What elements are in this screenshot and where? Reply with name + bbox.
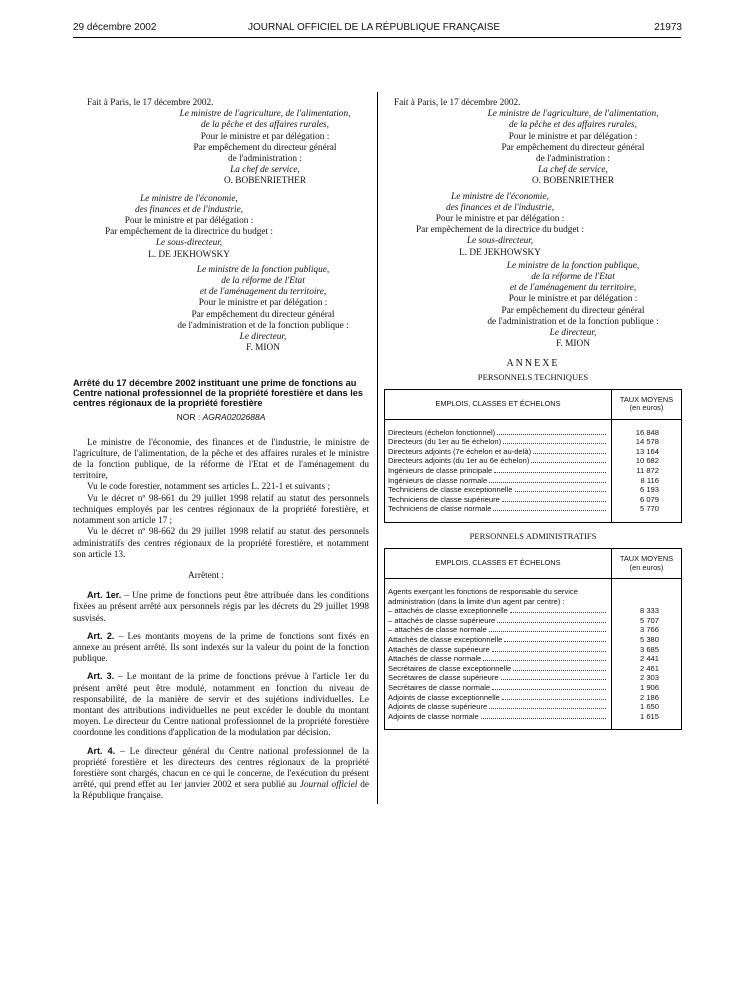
sig-line: Le ministre de la fonction publique,: [196, 264, 330, 275]
article-label: Art. 2.: [87, 630, 115, 641]
sig-line: Pour le ministre et par délégation :: [124, 216, 254, 227]
row-label: Adjoints de classe exceptionnelle: [388, 692, 500, 702]
table-row: [385, 504, 681, 514]
sig-name: L. DE JEKHOWSKY: [148, 249, 230, 260]
table-row: [385, 456, 681, 466]
header-page-number: 21973: [654, 22, 682, 33]
leader-dots: [483, 660, 606, 661]
table-padding-row: [385, 721, 681, 729]
row-label-cell: [385, 654, 612, 664]
sig-line: Le directeur,: [549, 328, 597, 339]
tech-table-body: [385, 419, 681, 522]
row-label-cell: [385, 664, 612, 674]
leader-dots: [497, 434, 606, 435]
signatory-economie: [73, 194, 305, 261]
row-label-cell: [385, 485, 612, 495]
sig-line: Le ministre de l'agriculture, de l'alimentation,: [179, 109, 351, 120]
row-label-cell: [385, 466, 612, 476]
leader-dots: [493, 510, 606, 511]
nor-label: NOR :: [176, 412, 201, 423]
table-row: [385, 428, 681, 438]
sig-line: Par empêchement du directeur général: [193, 142, 337, 153]
leader-dots: [492, 689, 606, 690]
row-label-cell: [385, 625, 612, 635]
row-label-cell: [385, 712, 612, 722]
article-2: [73, 631, 369, 666]
table-row: [385, 606, 681, 616]
sig-name: L. DE JEKHOWSKY: [459, 247, 541, 258]
sig-line: de l'administration :: [228, 154, 302, 165]
admin-section-title: PERSONNELS ADMINISTRATIFS: [469, 531, 597, 542]
sig-line: Par empêchement de la directrice du budget :: [104, 227, 274, 238]
row-label: Attachés de classe normale: [388, 654, 482, 664]
left-signature-block: [73, 98, 369, 354]
row-value: 2 186: [639, 692, 659, 702]
article-text: – Le directeur général du Centre national professionnel de la propriété forestière et les directeurs des centres régionaux de la propriété forestière sont chargés, chacun en ce qui le concerne, de l'exécution du présent arrêté, qui prend effet au 1er janvier 2002 et sera publié au: [73, 746, 369, 791]
article-label: Art. 3.: [87, 671, 115, 682]
signatory-agriculture: [161, 109, 369, 187]
header-rule: [73, 37, 681, 38]
sig-line: Le directeur,: [239, 332, 287, 343]
sig-name: O. BOBENRIETHER: [223, 176, 307, 187]
taux-unit: (en euros): [629, 403, 664, 413]
row-label-cell: [385, 447, 612, 457]
sig-line: Pour le ministre et par délégation :: [508, 294, 638, 305]
journal-officiel-italic: Journal officiel: [299, 780, 358, 791]
row-value: 2 441: [639, 654, 659, 664]
article-3: [73, 671, 369, 739]
row-value: 1 615: [639, 711, 659, 721]
sig-line: des finances et de l'industrie,: [134, 204, 244, 215]
row-value: 14 578: [635, 437, 659, 447]
leader-dots: [481, 718, 606, 719]
signatory-fonction-publique: [157, 265, 369, 355]
sig-line: de la réforme de l'Etat: [221, 276, 305, 287]
row-label-cell: [385, 495, 612, 505]
row-label: Techniciens de classe exceptionnelle: [388, 485, 513, 495]
row-label: Adjoints de classe supérieure: [388, 702, 488, 712]
nor-reference: [73, 412, 369, 423]
signatory-economie: [384, 192, 616, 259]
article-text: – Une prime de fonctions peut être attribuée dans les conditions fixées au présent arrêté aux personnels régis par les décrets du 29 juillet 1998 susvisés.: [73, 591, 369, 624]
tech-header-taux: [612, 390, 682, 419]
row-label-cell: [385, 693, 612, 703]
table-padding-row: [385, 514, 681, 522]
row-value: 10 682: [635, 456, 659, 466]
leader-dots: [502, 501, 606, 502]
annexe-heading: ANNEXE: [506, 358, 560, 370]
table-row: [385, 447, 681, 457]
table-row: [385, 485, 681, 495]
row-label-cell: [385, 635, 612, 645]
sig-line: Le ministre de l'agriculture, de l'alimentation,: [487, 109, 659, 120]
visa-paragraph: Vu le code forestier, notamment ses articles L. 221-1 et suivants ;: [87, 482, 331, 493]
table-row: [385, 616, 681, 626]
sig-line: La chef de service,: [230, 165, 300, 176]
row-value: 6 193: [639, 485, 659, 495]
row-label-cell: [385, 702, 612, 712]
sig-line: Le ministre de l'économie,: [451, 191, 549, 202]
sig-line: Par empêchement de la directrice du budget :: [415, 225, 585, 236]
arrete-title: Arrêté du 17 décembre 2002 instituant une prime de fonctions au Centre national professionnel de la propriété forestière et dans les centres régionaux de la propriété forestière: [73, 378, 363, 409]
sig-line: Pour le ministre et par délégation :: [435, 214, 565, 225]
row-value: 5 770: [639, 504, 659, 514]
leader-dots: [497, 622, 606, 623]
sig-name: F. MION: [556, 339, 590, 350]
article-text-tail: de la République française.: [73, 780, 370, 802]
row-value: 3 685: [639, 644, 659, 654]
row-value: 5 380: [639, 635, 659, 645]
sig-line: de l'administration et de la fonction publique :: [487, 316, 659, 327]
fait-line: Fait à Paris, le 17 décembre 2002.: [394, 98, 521, 108]
row-label: Secrétaires de classe supérieure: [388, 673, 499, 683]
running-header: [0, 22, 748, 36]
sig-line: Le sous-directeur,: [466, 236, 534, 247]
leader-dots: [501, 679, 606, 680]
sig-line: Pour le ministre et par délégation :: [198, 298, 328, 309]
table-row: [385, 466, 681, 476]
sig-line: et de l'aménagement du territoire,: [509, 283, 637, 294]
tech-header-emplois: EMPLOIS, CLASSES ET ÉCHELONS: [385, 390, 612, 419]
sig-name: O. BOBENRIETHER: [531, 176, 615, 187]
row-label: Secrétaires de classe normale: [388, 682, 491, 692]
row-label-cell: [385, 606, 612, 616]
row-label: Directeurs adjoints (du 1er au 6e échelon): [388, 456, 530, 466]
left-column: [73, 98, 369, 803]
row-label: – attachés de classe exceptionnelle: [388, 606, 508, 616]
sig-line: Le ministre de l'économie,: [140, 193, 238, 204]
row-value: 1 906: [639, 682, 659, 692]
preamble-paragraph: Le ministre de l'économie, des finances et de l'industrie, le ministre de l'agriculture, de l'alimentation, de la pêche et des affaires rurales et le ministre de la fonction publique, de la réforme de l'Etat et de l'aménagement du territoire,: [73, 437, 369, 482]
article-label: Art. 4.: [87, 745, 116, 756]
row-label-cell: [385, 456, 612, 466]
signatory-agriculture: [464, 109, 682, 187]
row-value: 8 333: [639, 606, 659, 616]
taux-label: TAUX MOYENS: [619, 394, 674, 404]
sig-line: de l'administration :: [536, 154, 610, 165]
table-row: [385, 437, 681, 447]
header-journal-title: JOURNAL OFFICIEL DE LA RÉPUBLIQUE FRANÇAISE: [247, 22, 501, 33]
row-value: 16 848: [635, 427, 659, 437]
row-label: – attachés de classe normale: [388, 625, 487, 635]
leader-dots: [489, 631, 606, 632]
leader-dots: [515, 491, 606, 492]
row-value: 2 461: [639, 663, 659, 673]
row-label: Directeurs adjoints (7e échelon et au-delà): [388, 446, 532, 456]
leader-dots: [531, 462, 606, 463]
row-label: Adjoints de classe normale: [388, 711, 479, 721]
row-label-cell: [385, 645, 612, 655]
sig-line: des finances et de l'industrie,: [445, 202, 555, 213]
leader-dots: [533, 453, 606, 454]
sig-line: Le sous-directeur,: [155, 238, 223, 249]
taux-unit: (en euros): [629, 562, 664, 572]
row-label: Secrétaires de classe exceptionnelle: [388, 663, 512, 673]
visa-paragraph: Vu le décret nº 98-661 du 29 juillet 1998 relatif au statut des personnels techniques employés par les centres régionaux de la propriété forestière, et notamment son article 17 ;: [73, 493, 369, 527]
leader-dots: [513, 670, 606, 671]
row-label: Ingénieurs de classe normale: [388, 475, 488, 485]
sig-line: et de l'aménagement du territoire,: [199, 287, 327, 298]
sig-line: La chef de service,: [538, 165, 608, 176]
leader-dots: [504, 641, 606, 642]
article-label: Art. 1er.: [87, 590, 122, 601]
leader-dots: [510, 612, 606, 613]
row-label-cell: [385, 673, 612, 683]
row-label: Attachés de classe supérieure: [388, 644, 490, 654]
arretent-line: Arrêtent :: [188, 570, 224, 581]
table-row: [385, 693, 681, 703]
row-label: Techniciens de classe normale: [388, 504, 492, 514]
sig-line: de la pêche et des affaires rurales,: [509, 120, 637, 131]
visa-paragraph: Vu le décret nº 98-662 du 29 juillet 1998 relatif au statut des personnels administratifs des centres régionaux de la propriété forestière, et notamment son article 13.: [73, 527, 369, 560]
row-value: 5 707: [639, 615, 659, 625]
admin-table: [384, 548, 682, 730]
sig-line: Par empêchement du directeur général: [501, 305, 645, 316]
article-4: [73, 746, 369, 803]
table-row: [385, 673, 681, 683]
row-label-cell: [385, 428, 612, 438]
row-value: 8 116: [640, 475, 659, 485]
leader-dots: [489, 708, 606, 709]
row-label-cell: [385, 437, 612, 447]
table-row: [385, 702, 681, 712]
table-row: [385, 625, 681, 635]
table-row: [385, 495, 681, 505]
row-label: Techniciens de classe supérieure: [388, 494, 500, 504]
table-row: [385, 645, 681, 655]
signatory-fonction-publique: [464, 261, 682, 351]
nor-value: AGRA0202688A: [202, 412, 266, 423]
table-row: [385, 664, 681, 674]
sig-line: de la pêche et des affaires rurales,: [201, 120, 329, 131]
row-label-cell: [385, 616, 612, 626]
sig-line: Par empêchement du directeur général: [501, 142, 645, 153]
sig-line: Par empêchement du directeur général: [191, 309, 335, 320]
table-row: [385, 654, 681, 664]
sig-line: Pour le ministre et par délégation :: [200, 131, 330, 142]
sig-line: de la réforme de l'Etat: [531, 272, 615, 283]
table-row: [385, 712, 681, 722]
admin-header-taux: [612, 549, 682, 578]
right-column: [384, 98, 682, 730]
admin-intro: Agents exerçant les fonctions de responsable du service administration (dans la limite d'un agent par centre) :: [385, 587, 612, 606]
header-date: 29 décembre 2002: [73, 22, 157, 33]
table-row: [385, 683, 681, 693]
sig-line: de l'administration et de la fonction publique :: [177, 320, 349, 331]
admin-table-body: [385, 579, 681, 730]
row-label: Attachés de classe exceptionnelle: [388, 635, 503, 645]
row-value: 11 872: [636, 466, 659, 476]
article-1: [73, 590, 369, 625]
row-value: 6 079: [639, 494, 659, 504]
leader-dots: [494, 472, 606, 473]
tech-table: [384, 389, 682, 523]
row-label: Directeurs (du 1er au 5e échelon): [388, 437, 502, 447]
leader-dots: [492, 651, 606, 652]
leader-dots: [489, 482, 606, 483]
row-label-cell: [385, 504, 612, 514]
table-row: [385, 635, 681, 645]
row-label-cell: [385, 476, 612, 486]
right-signature-block: [384, 98, 682, 350]
article-text: – Le montant de la prime de fonctions prévue à l'article 1er du présent arrêté peut être modulé, notamment en fonction du niveau de responsabilité, de la manière de servir et des sujétions individuelles. Le montant des attributions individuelles ne peut excéder le double du montant moyen. Le directeur du Centre national professionnel de la propriété forestière coordonne les conditions d'application de la modulation par décision.: [73, 672, 369, 739]
tech-section-title: PERSONNELS TECHNIQUES: [477, 371, 589, 382]
taux-label: TAUX MOYENS: [619, 554, 674, 564]
row-label-cell: [385, 683, 612, 693]
sig-name: F. MION: [246, 343, 280, 354]
sig-line: Pour le ministre et par délégation :: [508, 131, 638, 142]
table-row: [385, 476, 681, 486]
arrete-body: [73, 438, 369, 803]
row-value: 3 766: [639, 625, 659, 635]
row-value: 2 303: [639, 673, 659, 683]
leader-dots: [502, 699, 606, 700]
sig-line: Le ministre de la fonction publique,: [506, 260, 640, 271]
leader-dots: [503, 443, 606, 444]
fait-line: Fait à Paris, le 17 décembre 2002.: [87, 98, 214, 108]
row-label: Ingénieurs de classe principale: [388, 466, 493, 476]
row-value: 13 164: [635, 446, 659, 456]
column-divider: [377, 92, 378, 804]
article-text: – Les montants moyens de la prime de fonctions sont fixés en annexe au présent arrêté. Ils sont indexés sur la valeur du point de la fonction publique.: [73, 631, 369, 665]
row-value: 1 650: [639, 702, 659, 712]
row-label: Directeurs (échelon fonctionnel): [388, 427, 496, 437]
row-label: – attachés de classe supérieure: [388, 615, 496, 625]
admin-header-emplois: EMPLOIS, CLASSES ET ÉCHELONS: [385, 549, 612, 578]
